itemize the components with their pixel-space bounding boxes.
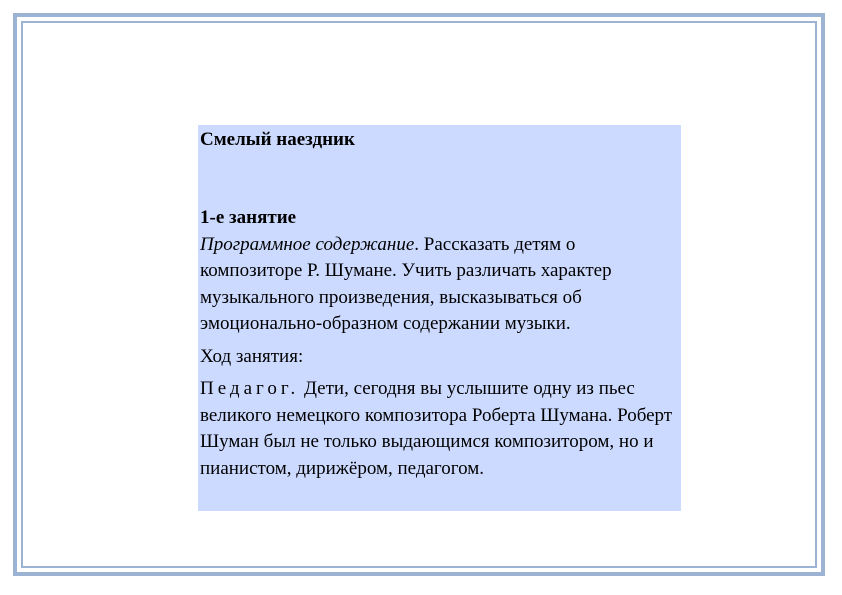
- speaker-label: Педагог.: [200, 378, 300, 399]
- speech-paragraph: [200, 376, 681, 482]
- speech-text: Дети, сегодня вы услышите одну из пьес великого немецкого композитора Роберта Шумана. Роберт Шуман был не только выдающимся композитором, но и пианистом, дирижёром, педагогом.: [200, 378, 673, 479]
- lesson-heading: 1-е занятие: [200, 207, 297, 228]
- course-heading: Ход занятия:: [200, 345, 304, 367]
- text-box: [198, 125, 681, 511]
- program-paragraph: [200, 232, 681, 338]
- program-text: . Рассказать детям о композиторе Р. Шумане. Учить различать характер музыкального произведения, высказываться об эмоционально-образном содержании музыки.: [200, 233, 612, 334]
- program-label: Программное содержание: [200, 233, 415, 255]
- document-title: Смелый наездник: [200, 129, 355, 150]
